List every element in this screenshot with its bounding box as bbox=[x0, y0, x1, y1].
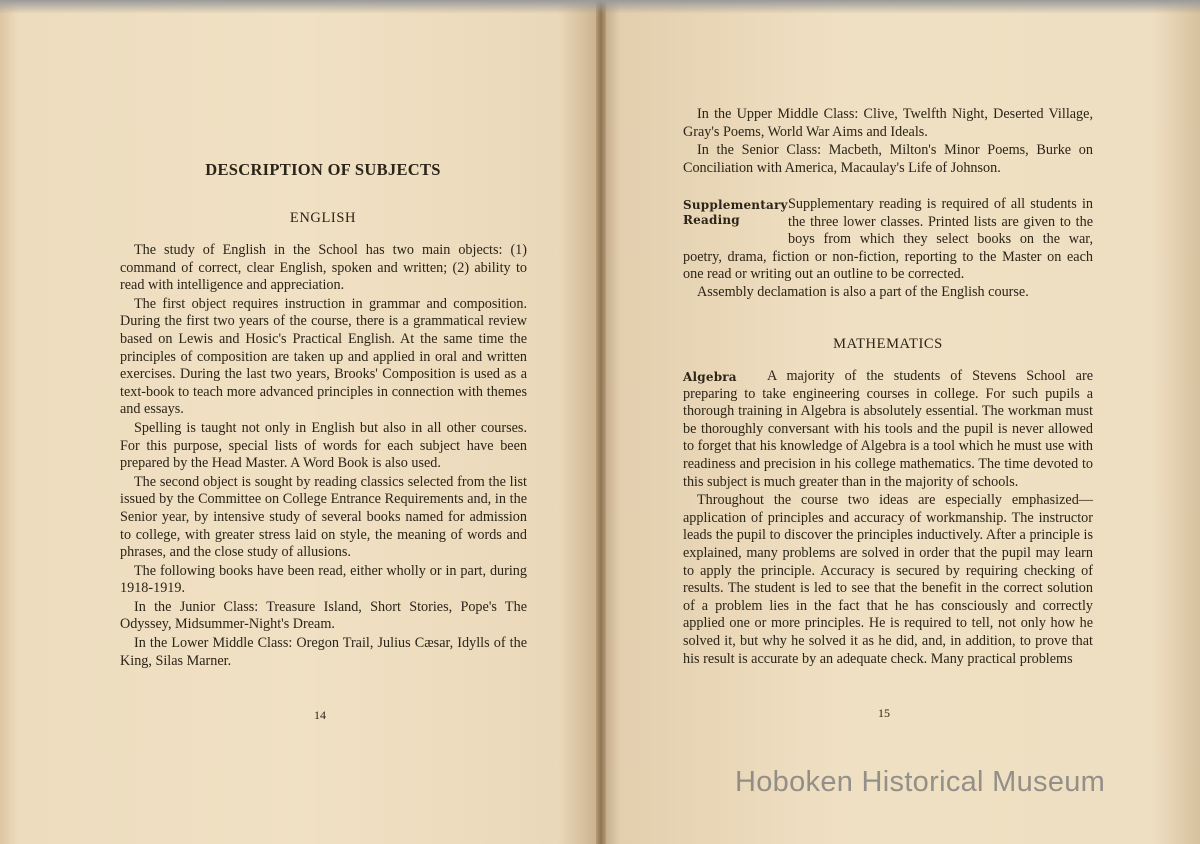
page-number: 14 bbox=[314, 708, 326, 722]
paragraph: Throughout the course two ideas are especially emphasized—application of principles and accuracy of workmanship. The instructor leads the pupil to discover the principles inductively. After a principle is explained, many problems are solved in order that the pupil may learn to apply the principle. Accuracy is secured by requiring checking of results. The student is led to see that the benefit in the correct solution of a problem lies in the fact that he has consciously and correctly applied one or more principles. He is required to tell, not only how he solved it, but why he solved it as he did, and, in addition, to prove that his result is accurate by an adequate check. Many practical problems bbox=[683, 492, 1093, 667]
english-body bbox=[120, 242, 527, 670]
paragraph: In the Senior Class: Macbeth, Milton's Minor Poems, Burke on Conciliation with America, Macaulay's Life of Johnson. bbox=[683, 142, 1093, 176]
right-page bbox=[602, 0, 1200, 844]
label-line: Reading bbox=[683, 213, 740, 227]
page-heading: DESCRIPTION OF SUBJECTS bbox=[205, 160, 441, 179]
paragraph: In the Junior Class: Treasure Island, Short Stories, Pope's The Odyssey, Midsummer-Night's Dream. bbox=[120, 598, 527, 633]
paragraph: The first object requires instruction in grammar and composition. During the first two years of the course, there is a grammatical review based on Lewis and Hosic's Practical English. At the same time the principles of composition are taken up and applied in oral and written exercises. During the last two years, Brooks' Composition is used as a text-book to teach more advanced principles in connection with themes and essays. bbox=[120, 295, 527, 418]
paragraph bbox=[683, 368, 1093, 491]
scan-edge-shadow bbox=[0, 0, 1200, 14]
supplementary-reading-body bbox=[683, 196, 1093, 302]
paragraph: The second object is sought by reading classics selected from the list issued by the Committee on College Entrance Requirements and, in the Senior year, by intensive study of several books named for admission to college, with greater stress laid on style, the meaning of words and phrases, and the close study of allusions. bbox=[120, 473, 527, 561]
supplementary-text: Supplementary reading is required of all students in the three lower classes. Printed lists are given to the boys from which they select books on the war, poetry, drama, fiction or non-fiction, reporting to the Master on each one read or writing out an outline to be corrected. bbox=[683, 196, 1093, 283]
section-title-mathematics: MATHEMATICS bbox=[833, 336, 943, 352]
page-number: 15 bbox=[878, 706, 890, 720]
class-reading-lists bbox=[683, 106, 1093, 177]
museum-watermark: Hoboken Historical Museum bbox=[735, 766, 1106, 798]
paragraph: Assembly declamation is also a part of the English course. bbox=[697, 283, 1029, 300]
label-line: Supplementary bbox=[683, 198, 788, 212]
paragraph: Spelling is taught not only in English but also in all other courses. For this purpose, special lists of words for each subject have been prepared by the Head Master. A Word Book is also used. bbox=[120, 419, 527, 472]
paragraph: The following books have been read, either wholly or in part, during 1918-1919. bbox=[120, 562, 527, 597]
mathematics-body bbox=[683, 368, 1093, 668]
paragraph: In the Lower Middle Class: Oregon Trail, Julius Cæsar, Idylls of the King, Silas Marner. bbox=[120, 635, 527, 669]
section-title-english: ENGLISH bbox=[289, 210, 357, 226]
paragraph: The study of English in the School has two main objects: (1) command of correct, clear English, spoken and written; (2) ability to read with intelligence and appreciation. bbox=[120, 242, 527, 294]
label-spacer bbox=[683, 196, 788, 248]
algebra-label: Algebra bbox=[683, 370, 737, 384]
label-spacer bbox=[683, 368, 767, 384]
paragraph: In the Upper Middle Class: Clive, Twelfth Night, Deserted Village, Gray's Poems, World War Aims and Ideals. bbox=[683, 106, 1093, 140]
paragraph bbox=[683, 196, 1093, 284]
algebra-text: A majority of the students of Stevens School are preparing to take engineering courses in college. For such pupils a thorough training in Algebra is absolutely essential. The workman must be thoroughly conversant with his tools and the pupil is never allowed to forget that his knowledge of Algebra is a tool which he must use with readiness and precision in his college mathematics. The time devoted to this subject is much greater than in the majority of schools. bbox=[683, 368, 1093, 490]
book-gutter bbox=[596, 0, 606, 844]
